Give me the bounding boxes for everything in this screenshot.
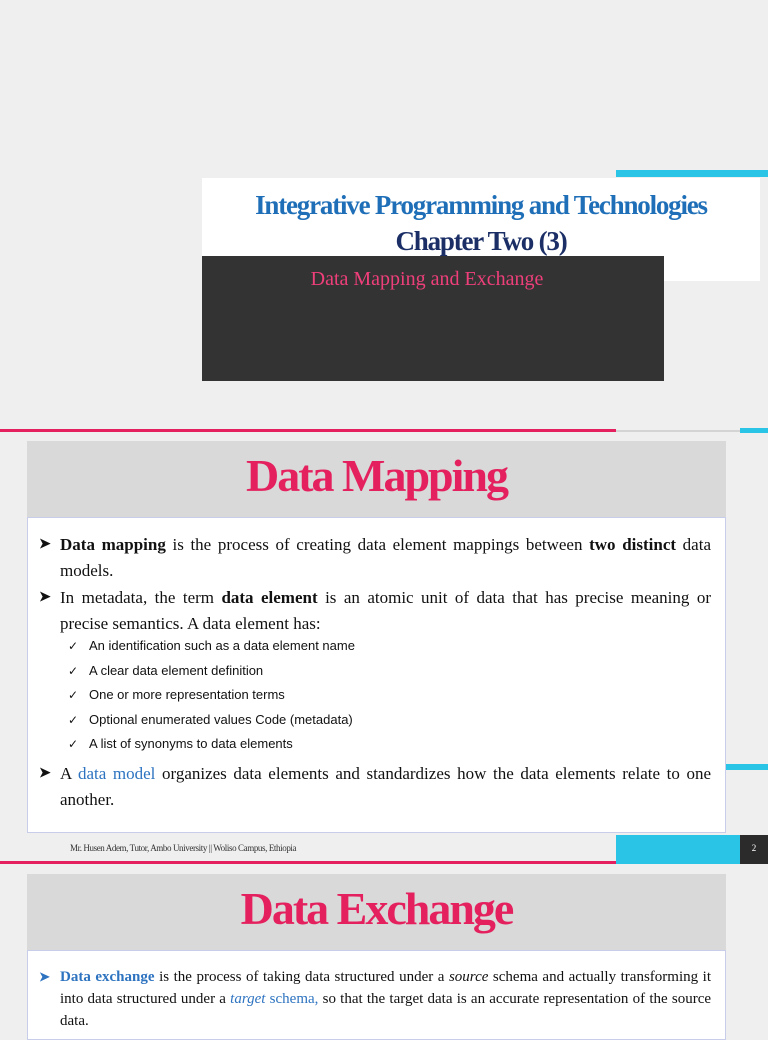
term-data-mapping: Data mapping: [60, 535, 166, 554]
arrow-bullet-icon: ➤: [39, 766, 51, 781]
list-item: ✓ An identification such as a data element name: [68, 638, 355, 653]
term-data-exchange: Data exchange: [60, 969, 155, 985]
term-data-element: data element: [221, 588, 318, 607]
footer-accent: [616, 835, 740, 864]
list-item: ✓ Optional enumerated values Code (metadata): [68, 712, 353, 727]
list-item: ✓ A list of synonyms to data elements: [68, 736, 293, 751]
bullet-data-mapping: ➤ Data mapping is the process of creating data element mappings between two distinct data models.: [39, 532, 711, 584]
slide-divider-grey: [616, 430, 740, 432]
check-icon: ✓: [68, 713, 79, 727]
side-accent-bar: [726, 764, 768, 770]
page-number: 2: [751, 843, 757, 853]
slide-divider-accent: [740, 428, 768, 433]
chapter-title: Chapter Two (3): [395, 226, 567, 256]
bullet-data-element: ➤ In metadata, the term data element is an atomic unit of data that has precise meaning or precise semantics. A data element has:: [39, 585, 711, 637]
slide-heading: Data Exchange: [240, 883, 513, 934]
footer-rule: [0, 861, 616, 864]
slide-divider: [0, 429, 616, 432]
list-item: ✓ A clear data element definition: [68, 663, 264, 678]
arrow-bullet-icon: ➤: [39, 969, 50, 984]
check-icon: ✓: [68, 737, 79, 751]
check-icon: ✓: [68, 639, 79, 653]
title-accent-bar: [616, 170, 768, 177]
slide-heading: Data Mapping: [246, 450, 507, 501]
bullet-data-exchange: ➤ Data exchange is the process of taking data structured under a source schema and actually transforming it into data structured under a target schema, so that the target data is an accurate representation of the source data.: [39, 966, 711, 1032]
list-item: ✓ One or more representation terms: [68, 687, 285, 702]
term-data-model: data model: [77, 764, 156, 783]
check-icon: ✓: [68, 688, 79, 702]
check-icon: ✓: [68, 664, 79, 678]
arrow-bullet-icon: ➤: [39, 590, 51, 605]
slide-subtitle: Data Mapping and Exchange: [310, 268, 544, 290]
arrow-bullet-icon: ➤: [39, 537, 51, 552]
course-title: Integrative Programming and Technologies: [255, 190, 707, 220]
bullet-data-model: ➤ A data model organizes data elements and standardizes how the data elements relate to one another.: [39, 761, 711, 813]
slide-footer-text: Mr. Husen Adem, Tutor, Ambo University || Woliso Campus, Ethiopia: [70, 843, 297, 853]
